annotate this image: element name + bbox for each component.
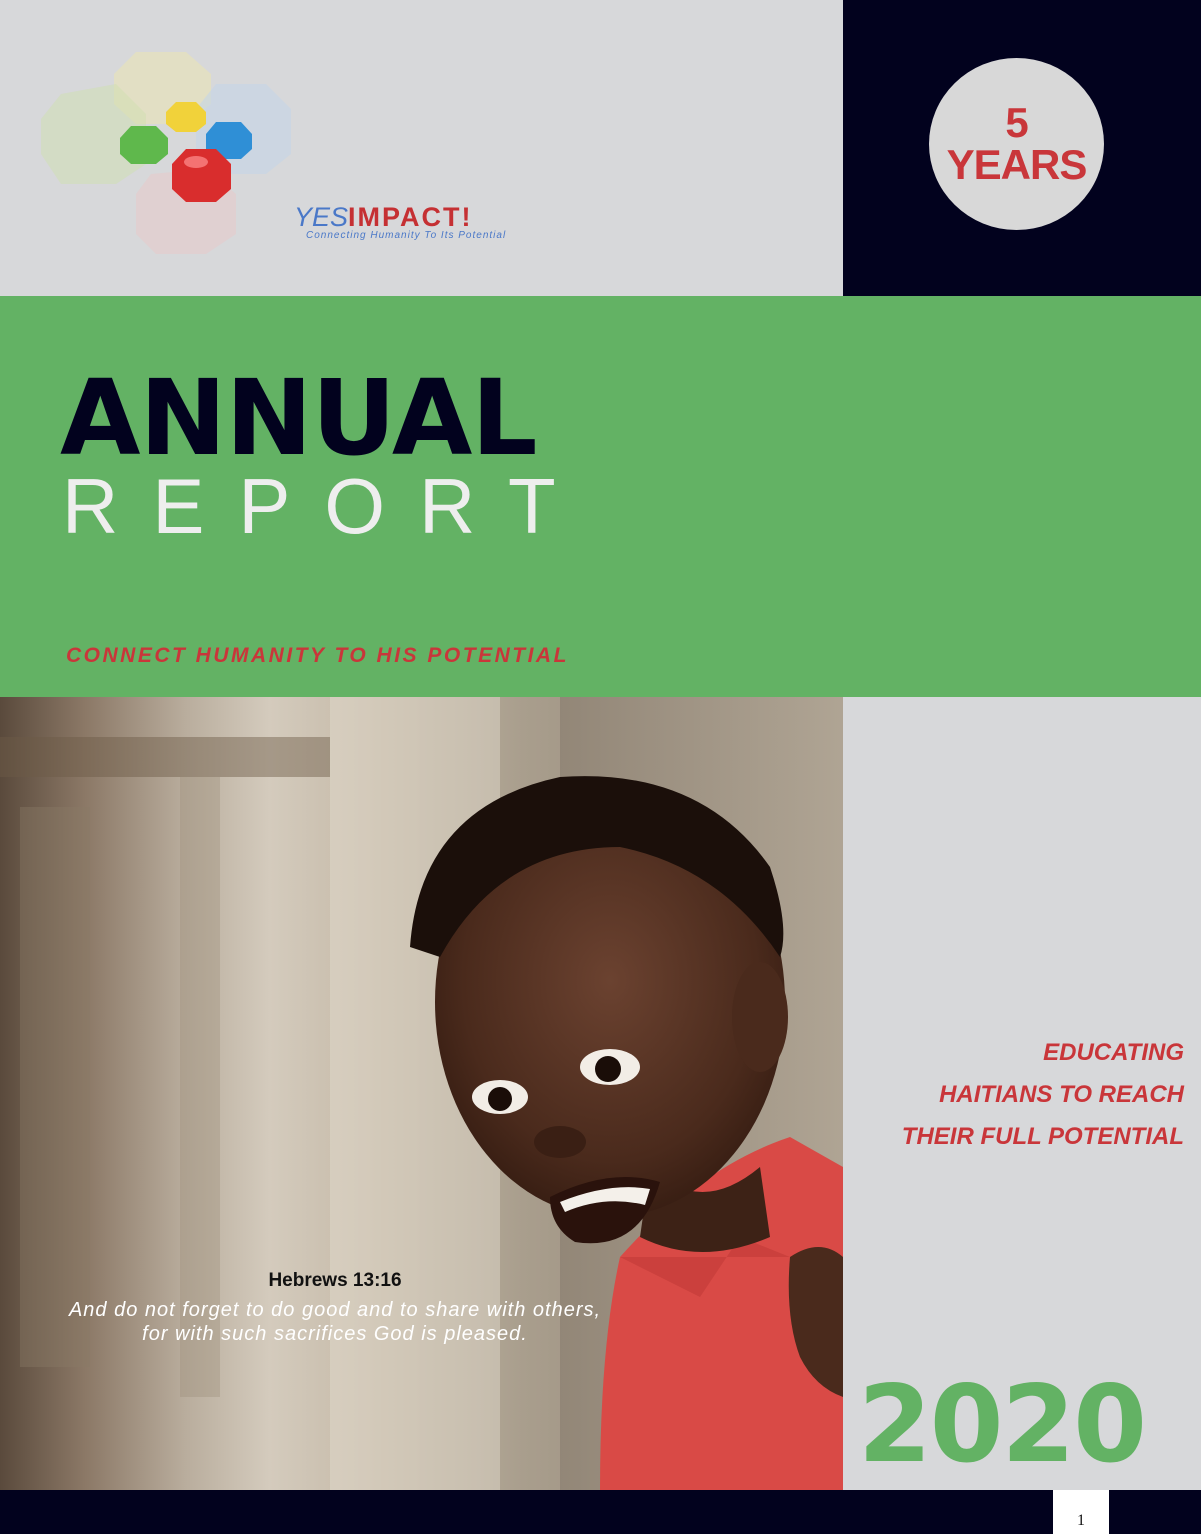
- logo-impact-text: IMPACT!: [348, 202, 473, 232]
- logo-yes-text: YES: [294, 202, 349, 232]
- footer-bar: [0, 1490, 1201, 1534]
- cover-photo: [0, 697, 843, 1490]
- mission-line-1: EDUCATING: [1043, 1039, 1184, 1066]
- verse-reference: Hebrews 13:16: [268, 1270, 402, 1291]
- child-photo-illustration: [0, 697, 843, 1490]
- logo-tagline: Connecting Humanity To Its Potential: [306, 230, 507, 241]
- badge-number: 5: [1005, 99, 1028, 146]
- mission-line-3: THEIR FULL POTENTIAL: [901, 1123, 1184, 1150]
- title-report: REPORT: [62, 462, 590, 550]
- yes-impact-logo: [36, 44, 536, 254]
- badge-label: YEARS: [946, 141, 1087, 188]
- mission-line-2: HAITIANS TO REACH: [939, 1081, 1184, 1108]
- page-number: 1: [1077, 1512, 1085, 1529]
- logo-wordmark: [294, 202, 473, 233]
- title-annual: ANNUAL: [60, 357, 537, 479]
- report-year: 2020: [858, 1363, 1146, 1486]
- scripture-quote: [60, 1270, 610, 1346]
- mission-statement: [854, 1032, 1184, 1158]
- verse-text: And do not forget to do good and to share with others, for with such sacrifices God is pleased.: [68, 1299, 602, 1345]
- mission-tagline: CONNECT HUMANITY TO HIS POTENTIAL: [66, 644, 569, 667]
- anniversary-badge: [929, 58, 1104, 230]
- page-number-box: [1053, 1490, 1109, 1534]
